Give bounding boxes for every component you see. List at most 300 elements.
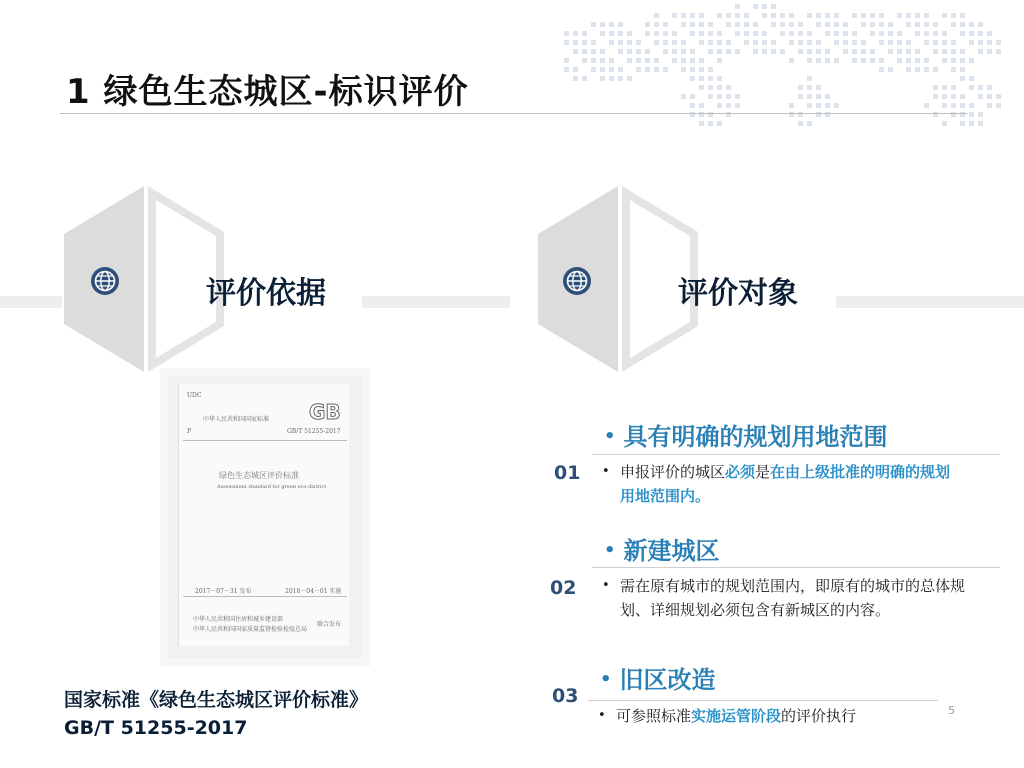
map-dot — [663, 49, 668, 54]
map-dot — [654, 31, 659, 36]
map-dot — [825, 13, 830, 18]
map-dot — [870, 58, 875, 63]
map-dot — [816, 85, 821, 90]
map-dot — [825, 58, 830, 63]
map-dot — [825, 94, 830, 99]
map-dot — [942, 94, 947, 99]
map-dot — [807, 85, 812, 90]
map-dot — [978, 49, 983, 54]
map-dot — [690, 76, 695, 81]
map-dot — [681, 67, 686, 72]
map-dot — [951, 67, 956, 72]
map-dot — [699, 85, 704, 90]
map-dot — [717, 58, 722, 63]
map-dot — [618, 67, 623, 72]
map-dot — [996, 49, 1001, 54]
map-dot — [573, 49, 578, 54]
map-dot — [645, 31, 650, 36]
map-dot — [870, 49, 875, 54]
map-dot — [681, 13, 686, 18]
map-dot — [726, 49, 731, 54]
item-3-separator — [588, 700, 938, 701]
map-dot — [600, 49, 605, 54]
map-dot — [897, 40, 902, 45]
map-dot — [681, 94, 686, 99]
map-dot — [690, 103, 695, 108]
map-dot — [942, 121, 947, 126]
map-dot — [699, 58, 704, 63]
map-dot — [690, 13, 695, 18]
item-3-text — [598, 704, 946, 728]
map-dot — [564, 58, 569, 63]
map-dot — [600, 67, 605, 72]
map-dot — [681, 58, 686, 63]
map-dot — [969, 103, 974, 108]
map-dot — [789, 58, 794, 63]
map-dot — [735, 94, 740, 99]
map-dot — [699, 76, 704, 81]
map-dot — [762, 4, 767, 9]
item-3-text-a: 可参照标准 — [616, 707, 692, 725]
map-dot — [600, 58, 605, 63]
map-dot — [645, 49, 650, 54]
map-dot — [654, 13, 659, 18]
item-3-title: 旧区改造 — [619, 666, 716, 694]
map-dot — [726, 22, 731, 27]
cover-p: P — [187, 428, 192, 435]
map-dot — [762, 31, 767, 36]
map-dot — [906, 49, 911, 54]
map-dot — [618, 49, 623, 54]
map-dot — [582, 76, 587, 81]
map-dot — [843, 49, 848, 54]
map-dot — [591, 49, 596, 54]
map-dot — [744, 13, 749, 18]
map-dot — [924, 40, 929, 45]
map-dot — [690, 67, 695, 72]
map-dot — [798, 94, 803, 99]
map-dot — [987, 103, 992, 108]
map-dot — [987, 49, 992, 54]
map-dot — [906, 67, 911, 72]
map-dot — [915, 49, 920, 54]
map-dot — [771, 4, 776, 9]
item-3-text-b: 的评价执行 — [781, 707, 857, 725]
map-dot — [888, 49, 893, 54]
map-dot — [744, 40, 749, 45]
band-left-2 — [362, 296, 510, 308]
map-dot — [690, 22, 695, 27]
map-dot — [924, 67, 929, 72]
map-dot — [942, 85, 947, 90]
bullet-dot: • — [602, 578, 610, 593]
item-2-separator — [592, 567, 1000, 568]
map-dot — [789, 40, 794, 45]
cover-issuer: 中华人民共和国国家标准 — [203, 416, 270, 423]
map-dot — [816, 22, 821, 27]
map-dot — [942, 103, 947, 108]
map-dot — [627, 49, 632, 54]
map-dot — [726, 103, 731, 108]
map-dot — [762, 13, 767, 18]
item-2-text — [602, 574, 966, 622]
map-dot — [978, 31, 983, 36]
map-dot — [735, 31, 740, 36]
map-dot — [825, 103, 830, 108]
map-dot — [717, 85, 722, 90]
map-dot — [645, 22, 650, 27]
map-dot — [573, 76, 578, 81]
map-dot — [798, 49, 803, 54]
map-dot — [960, 22, 965, 27]
map-dot — [915, 22, 920, 27]
map-dot — [978, 121, 983, 126]
item-1-title-row — [604, 417, 888, 452]
map-dot — [762, 40, 767, 45]
map-dot — [717, 40, 722, 45]
map-dot — [960, 31, 965, 36]
map-dot — [609, 22, 614, 27]
map-dot — [807, 76, 812, 81]
map-dot — [753, 49, 758, 54]
map-dot — [672, 31, 677, 36]
map-dot — [879, 58, 884, 63]
map-dot — [627, 31, 632, 36]
map-dot — [924, 31, 929, 36]
map-dot — [681, 49, 686, 54]
map-dot — [807, 58, 812, 63]
cover-publisher-1: 中华人民共和国住房和城乡建设部 — [193, 616, 284, 623]
map-dot — [699, 67, 704, 72]
map-dot — [897, 13, 902, 18]
map-dot — [627, 58, 632, 63]
map-dot — [798, 22, 803, 27]
map-dot — [699, 40, 704, 45]
map-dot — [708, 40, 713, 45]
map-dot — [861, 58, 866, 63]
map-dot — [915, 67, 920, 72]
map-dot — [816, 103, 821, 108]
map-dot — [717, 121, 722, 126]
map-dot — [699, 121, 704, 126]
map-dot — [960, 13, 965, 18]
map-dot — [888, 67, 893, 72]
map-dot — [888, 31, 893, 36]
map-dot — [564, 40, 569, 45]
caption-line-1: 国家标准《绿色生态城区评价标准》 — [64, 689, 369, 711]
cover-release: 2017－07－31 发布 — [195, 588, 252, 595]
map-dot — [960, 49, 965, 54]
map-dot — [996, 103, 1001, 108]
map-dot — [960, 103, 965, 108]
map-dot — [690, 31, 695, 36]
map-dot — [663, 22, 668, 27]
map-dot — [852, 40, 857, 45]
map-dot — [951, 94, 956, 99]
map-dot — [798, 31, 803, 36]
map-dot — [870, 31, 875, 36]
map-dot — [933, 49, 938, 54]
map-dot — [987, 31, 992, 36]
map-dot — [987, 94, 992, 99]
map-dot — [672, 40, 677, 45]
map-dot — [960, 58, 965, 63]
item-1-title: 具有明确的规划用地范围 — [623, 423, 888, 451]
map-dot — [987, 85, 992, 90]
map-dot — [654, 58, 659, 63]
cover-joint: 联合发布 — [317, 621, 342, 628]
map-dot — [843, 31, 848, 36]
map-dot — [708, 22, 713, 27]
map-dot — [735, 4, 740, 9]
map-dot — [978, 22, 983, 27]
map-dot — [600, 76, 605, 81]
map-dot — [726, 13, 731, 18]
map-dot — [735, 13, 740, 18]
map-dot — [951, 103, 956, 108]
map-dot — [708, 76, 713, 81]
globe-icon — [90, 266, 120, 296]
map-dot — [924, 103, 929, 108]
map-dot — [969, 31, 974, 36]
item-2-number: 02 — [550, 577, 577, 599]
map-dot — [699, 31, 704, 36]
map-dot — [798, 121, 803, 126]
map-dot — [825, 49, 830, 54]
map-dot — [915, 58, 920, 63]
map-dot — [636, 67, 641, 72]
item-3-highlight: 实施运管阶段 — [691, 707, 782, 725]
map-dot — [708, 85, 713, 90]
item-2-title: 新建城区 — [623, 537, 720, 565]
map-dot — [708, 94, 713, 99]
map-dot — [636, 49, 641, 54]
map-dot — [933, 67, 938, 72]
map-dot — [960, 121, 965, 126]
map-dot — [780, 49, 785, 54]
map-dot — [951, 13, 956, 18]
map-dot — [834, 58, 839, 63]
map-dot — [573, 31, 578, 36]
map-dot — [663, 67, 668, 72]
map-dot — [960, 94, 965, 99]
map-dot — [906, 40, 911, 45]
map-dot — [681, 22, 686, 27]
map-dot — [600, 22, 605, 27]
map-dot — [915, 31, 920, 36]
map-dot — [834, 103, 839, 108]
cover-code: GB/T 51255-2017 — [287, 428, 341, 435]
map-dot — [933, 22, 938, 27]
bullet-dot: • — [600, 669, 612, 690]
bullet-dot: • — [604, 540, 616, 561]
map-dot — [582, 40, 587, 45]
map-dot — [969, 121, 974, 126]
caption-line-2: GB/T 51255-2017 — [64, 717, 248, 739]
map-dot — [897, 49, 902, 54]
map-dot — [780, 31, 785, 36]
cover-publisher-2: 中华人民共和国国家质量监督检验检疫总局 — [193, 626, 308, 633]
cover-title-en: Assessment standard for green eco-district — [217, 484, 327, 490]
map-dot — [933, 94, 938, 99]
map-dot — [699, 13, 704, 18]
map-dot — [672, 49, 677, 54]
map-dot — [735, 22, 740, 27]
map-dot — [969, 85, 974, 90]
band-left-1 — [0, 296, 62, 308]
map-dot — [636, 40, 641, 45]
item-1-number: 01 — [554, 462, 581, 484]
map-dot — [951, 49, 956, 54]
map-dot — [753, 22, 758, 27]
map-dot — [672, 13, 677, 18]
map-dot — [609, 58, 614, 63]
item-3-number: 03 — [552, 685, 579, 707]
map-dot — [996, 94, 1001, 99]
map-dot — [735, 103, 740, 108]
map-dot — [978, 94, 983, 99]
map-dot — [879, 22, 884, 27]
map-dot — [690, 49, 695, 54]
map-dot — [834, 31, 839, 36]
map-dot — [753, 4, 758, 9]
map-dot — [978, 112, 983, 117]
map-dot — [951, 58, 956, 63]
map-dot — [744, 31, 749, 36]
item-1-highlight-1: 必须 — [725, 463, 756, 481]
map-dot — [789, 103, 794, 108]
cover-rule-bottom — [183, 596, 347, 597]
map-dot — [897, 31, 902, 36]
map-dot — [960, 76, 965, 81]
map-dot — [933, 85, 938, 90]
page-number: 5 — [948, 704, 955, 717]
map-dot — [942, 58, 947, 63]
map-dot — [807, 31, 812, 36]
map-dot — [879, 40, 884, 45]
map-dot — [663, 40, 668, 45]
map-dot — [969, 58, 974, 63]
map-dot — [969, 76, 974, 81]
item-2-text-body: 需在原有城市的规划范围内，即原有的城市的总体规划、详细规划必须包含有新城区的内容。 — [620, 577, 966, 619]
map-dot — [690, 94, 695, 99]
world-map-decoration — [560, 0, 1024, 140]
map-dot — [717, 76, 722, 81]
map-dot — [861, 22, 866, 27]
cover-udc: UDC — [187, 392, 202, 399]
map-dot — [852, 13, 857, 18]
map-dot — [978, 40, 983, 45]
slide-title: 1 绿色生态城区-标识评价 — [66, 72, 469, 112]
map-dot — [969, 40, 974, 45]
item-2-title-row — [604, 531, 720, 566]
map-dot — [591, 22, 596, 27]
map-dot — [609, 40, 614, 45]
map-dot — [798, 40, 803, 45]
map-dot — [564, 67, 569, 72]
map-dot — [771, 22, 776, 27]
map-dot — [735, 49, 740, 54]
map-dot — [807, 103, 812, 108]
map-dot — [816, 49, 821, 54]
map-dot — [645, 58, 650, 63]
map-dot — [924, 13, 929, 18]
map-dot — [942, 31, 947, 36]
item-3-title-row — [600, 660, 716, 695]
map-dot — [780, 22, 785, 27]
map-dot — [987, 40, 992, 45]
map-dot — [717, 94, 722, 99]
item-1-text-a: 申报评价的城区 — [620, 463, 726, 481]
map-dot — [618, 76, 623, 81]
map-dot — [789, 13, 794, 18]
item-1-text — [602, 460, 965, 508]
map-dot — [942, 40, 947, 45]
map-dot — [843, 40, 848, 45]
map-dot — [699, 103, 704, 108]
map-dot — [753, 31, 758, 36]
bullet-dot: • — [604, 426, 616, 447]
item-1-text-b: 是 — [755, 463, 771, 481]
map-dot — [717, 49, 722, 54]
map-dot — [654, 40, 659, 45]
map-dot — [717, 13, 722, 18]
map-dot — [717, 103, 722, 108]
bullet-dot: • — [602, 464, 610, 479]
map-dot — [690, 58, 695, 63]
map-dot — [888, 22, 893, 27]
map-dot — [744, 22, 749, 27]
map-dot — [771, 40, 776, 45]
map-dot — [654, 22, 659, 27]
map-dot — [618, 40, 623, 45]
map-dot — [834, 40, 839, 45]
map-dot — [645, 67, 650, 72]
map-dot — [852, 31, 857, 36]
map-dot — [663, 31, 668, 36]
map-dot — [726, 40, 731, 45]
left-heading: 评价依据 — [206, 276, 326, 311]
map-dot — [933, 31, 938, 36]
bullet-dot: • — [598, 708, 606, 723]
map-dot — [582, 31, 587, 36]
map-dot — [969, 112, 974, 117]
map-dot — [627, 76, 632, 81]
map-dot — [807, 94, 812, 99]
map-dot — [897, 58, 902, 63]
map-dot — [924, 58, 929, 63]
cover-effective: 2018－04－01 实施 — [285, 588, 342, 595]
map-dot — [618, 22, 623, 27]
map-dot — [780, 13, 785, 18]
map-dot — [609, 67, 614, 72]
map-dot — [951, 22, 956, 27]
map-dot — [834, 22, 839, 27]
map-dot — [582, 58, 587, 63]
map-dot — [726, 94, 731, 99]
map-dot — [843, 22, 848, 27]
map-dot — [978, 85, 983, 90]
band-right — [836, 296, 1024, 308]
globe-icon — [562, 266, 592, 296]
standard-cover-image — [168, 376, 362, 658]
map-dot — [807, 13, 812, 18]
map-dot — [573, 67, 578, 72]
map-dot — [870, 22, 875, 27]
map-dot — [771, 13, 776, 18]
map-dot — [816, 58, 821, 63]
map-dot — [870, 13, 875, 18]
